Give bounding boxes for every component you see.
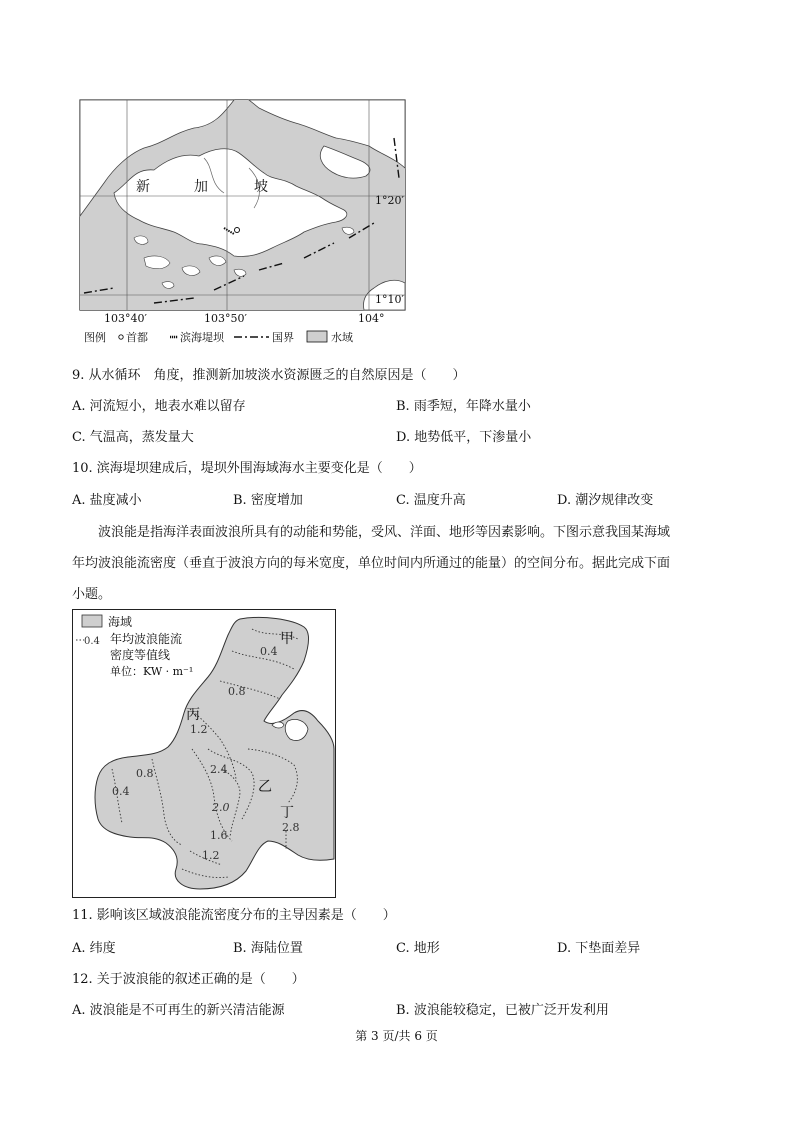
passage-line-3: 小题。 <box>72 587 112 602</box>
water-legend-icon <box>307 331 327 342</box>
map1-legend <box>84 330 353 344</box>
question-11-option-d[interactable]: D. 下垫面差异 <box>557 941 641 956</box>
question-9-option-a[interactable]: A. 河流短小，地表水难以留存 <box>72 399 246 414</box>
sea-legend-icon <box>82 615 102 627</box>
svg-text:国界: 国界 <box>272 331 294 344</box>
svg-text:海域: 海域 <box>108 615 133 629</box>
place-name-char: 坡 <box>254 179 268 195</box>
question-11-stem: 11. 影响该区域波浪能流密度分布的主导因素是（ ） <box>72 908 396 923</box>
svg-text:水域: 水域 <box>331 331 353 344</box>
water-area <box>80 100 405 310</box>
question-11-option-b[interactable]: B. 海陆位置 <box>233 941 303 956</box>
passage-line-2: 年均波浪能流密度（垂直于波浪方向的每米宽度，单位时间内所通过的能量）的空间分布。据此完成下面 <box>72 556 671 571</box>
lat-label: 1°20′ <box>375 194 404 207</box>
capital-legend-icon <box>119 335 123 339</box>
lon-label: 103°40′ <box>104 312 147 325</box>
question-10-stem: 10. 滨海堤坝建成后，堤坝外围海域海水主要变化是（ ） <box>72 461 422 476</box>
question-11-option-c[interactable]: C. 地形 <box>396 941 440 956</box>
question-9-option-d[interactable]: D. 地势低平，下渗量小 <box>396 430 532 445</box>
question-10-option-b[interactable]: B. 密度增加 <box>233 493 303 508</box>
question-10-option-a[interactable]: A. 盐度减小 <box>72 493 142 508</box>
place-label-yi: 乙 <box>258 779 272 795</box>
svg-text:单位：KW · m⁻¹: 单位：KW · m⁻¹ <box>110 665 194 678</box>
contour-label: 0.8 <box>136 767 154 780</box>
question-9-option-b[interactable]: B. 雨季短，年降水量小 <box>396 399 531 414</box>
question-9-option-c[interactable]: C. 气温高，蒸发量大 <box>72 430 194 445</box>
place-name-char: 新 <box>136 179 150 195</box>
question-10-option-c[interactable]: C. 温度升高 <box>396 493 466 508</box>
place-label-ding: 丁 <box>280 805 294 821</box>
passage-line-1: 波浪能是指海洋表面波浪所具有的动能和势能，受风、洋面、地形等因素影响。下图示意我国某海域 <box>98 525 671 540</box>
singapore-map <box>74 98 410 348</box>
place-label-jia: 甲 <box>280 631 294 647</box>
place-name-char: 加 <box>194 179 208 195</box>
question-12-option-b[interactable]: B. 波浪能较稳定，已被广泛开发利用 <box>396 1003 609 1018</box>
lat-label: 1°10′ <box>375 293 404 306</box>
svg-text:0.4: 0.4 <box>84 636 100 647</box>
contour-label: 2.0 <box>212 801 230 814</box>
place-label-bing: 丙 <box>186 707 200 723</box>
contour-label: 1.2 <box>190 723 208 736</box>
question-12-option-a[interactable]: A. 波浪能是不可再生的新兴清洁能源 <box>72 1003 285 1018</box>
lon-label: 104° <box>358 312 385 325</box>
svg-text:滨海堤坝: 滨海堤坝 <box>180 331 224 344</box>
contour-label: 2.4 <box>210 763 228 776</box>
svg-text:密度等值线: 密度等值线 <box>110 648 171 662</box>
question-11-option-a[interactable]: A. 纬度 <box>72 941 116 956</box>
question-10-option-d[interactable]: D. 潮汐规律改变 <box>557 493 654 508</box>
contour-label: 0.4 <box>260 645 278 658</box>
contour-label: 1.2 <box>202 849 220 862</box>
contour-label: 0.4 <box>112 785 130 798</box>
page-footer: 第 3 页/共 6 页 <box>355 1029 438 1043</box>
question-12-stem: 12. 关于波浪能的叙述正确的是（ ） <box>72 972 305 987</box>
svg-text:年均波浪能流: 年均波浪能流 <box>110 632 183 646</box>
svg-text:图例: 图例 <box>84 331 106 344</box>
capital-marker-icon <box>235 228 240 233</box>
wave-energy-map <box>72 609 336 898</box>
question-9-stem: 9. 从水循环 角度，推测新加坡淡水资源匮乏的自然原因是（ ） <box>72 368 466 383</box>
contour-label: 2.8 <box>282 821 300 834</box>
lon-label: 103°50′ <box>204 312 247 325</box>
contour-label: 0.8 <box>228 685 246 698</box>
svg-text:首都: 首都 <box>126 331 148 344</box>
contour-label: 1.6 <box>210 829 228 842</box>
